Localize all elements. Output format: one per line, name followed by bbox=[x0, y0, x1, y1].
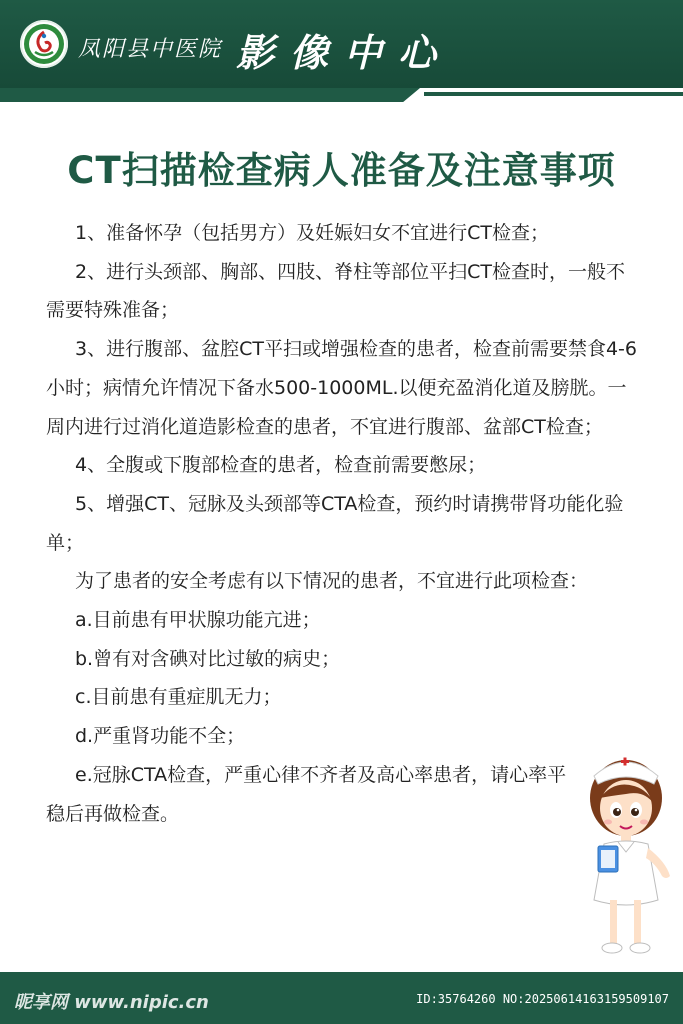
contraindication-b: b.曾有对含碘对比过敏的病史； bbox=[75, 647, 341, 670]
notice-item-1: 1、准备怀孕（包括男方）及妊娠妇女不宜进行CT检查； bbox=[75, 222, 549, 244]
footer bbox=[0, 964, 683, 1024]
contraindication-e: e.冠脉CTA检查，严重心律不齐者及高心率患者，请心率平稳后再做检查。 bbox=[46, 763, 567, 825]
notice-content bbox=[46, 214, 642, 833]
footer-gap bbox=[0, 964, 683, 972]
contraindication-c: c.目前患有重症肌无力； bbox=[75, 686, 282, 709]
site-watermark: 昵享网 www.nipic.cn bbox=[14, 992, 209, 1013]
header-stripe-right bbox=[424, 92, 683, 96]
contraindication-a: a.目前患有甲状腺功能亢进； bbox=[75, 609, 321, 632]
center-name: 影像中心 bbox=[236, 30, 453, 75]
hospital-logo-icon bbox=[20, 20, 68, 68]
image-id-label: ID:35764260 NO:20250614163159509107 bbox=[416, 992, 669, 1006]
notice-item-2: 2、进行头颈部、胸部、四肢、脊柱等部位平扫CT检查时，一般不需要特殊准备； bbox=[46, 260, 625, 322]
header bbox=[0, 0, 683, 104]
page-title: CT扫描检查病人准备及注意事项 bbox=[67, 149, 616, 192]
contraindication-intro: 为了患者的安全考虑有以下情况的患者，不宜进行此项检查： bbox=[75, 570, 589, 593]
notice-item-5: 5、增强CT、冠脉及头颈部等CTA检查，预约时请携带肾功能化验单； bbox=[46, 492, 624, 554]
header-stripe-left bbox=[0, 88, 420, 102]
notice-item-3: 3、进行腹部、盆腔CT平扫或增强检查的患者，检查前需要禁食4-6小时；病情允许情况下备水500-1000ML.以便充盈消化道及膀胱。一周内进行过消化道造影检查的患者，不宜进行腹部、盆部CT检查； bbox=[46, 338, 637, 438]
contraindication-d: d.严重肾功能不全； bbox=[75, 725, 246, 748]
footer-stripe bbox=[200, 972, 683, 978]
notice-item-4: 4、全腹或下腹部检查的患者，检查前需要憋尿； bbox=[75, 454, 487, 477]
hospital-name: 凤阳县中医院 bbox=[78, 37, 223, 62]
nurse-illustration bbox=[574, 750, 680, 962]
